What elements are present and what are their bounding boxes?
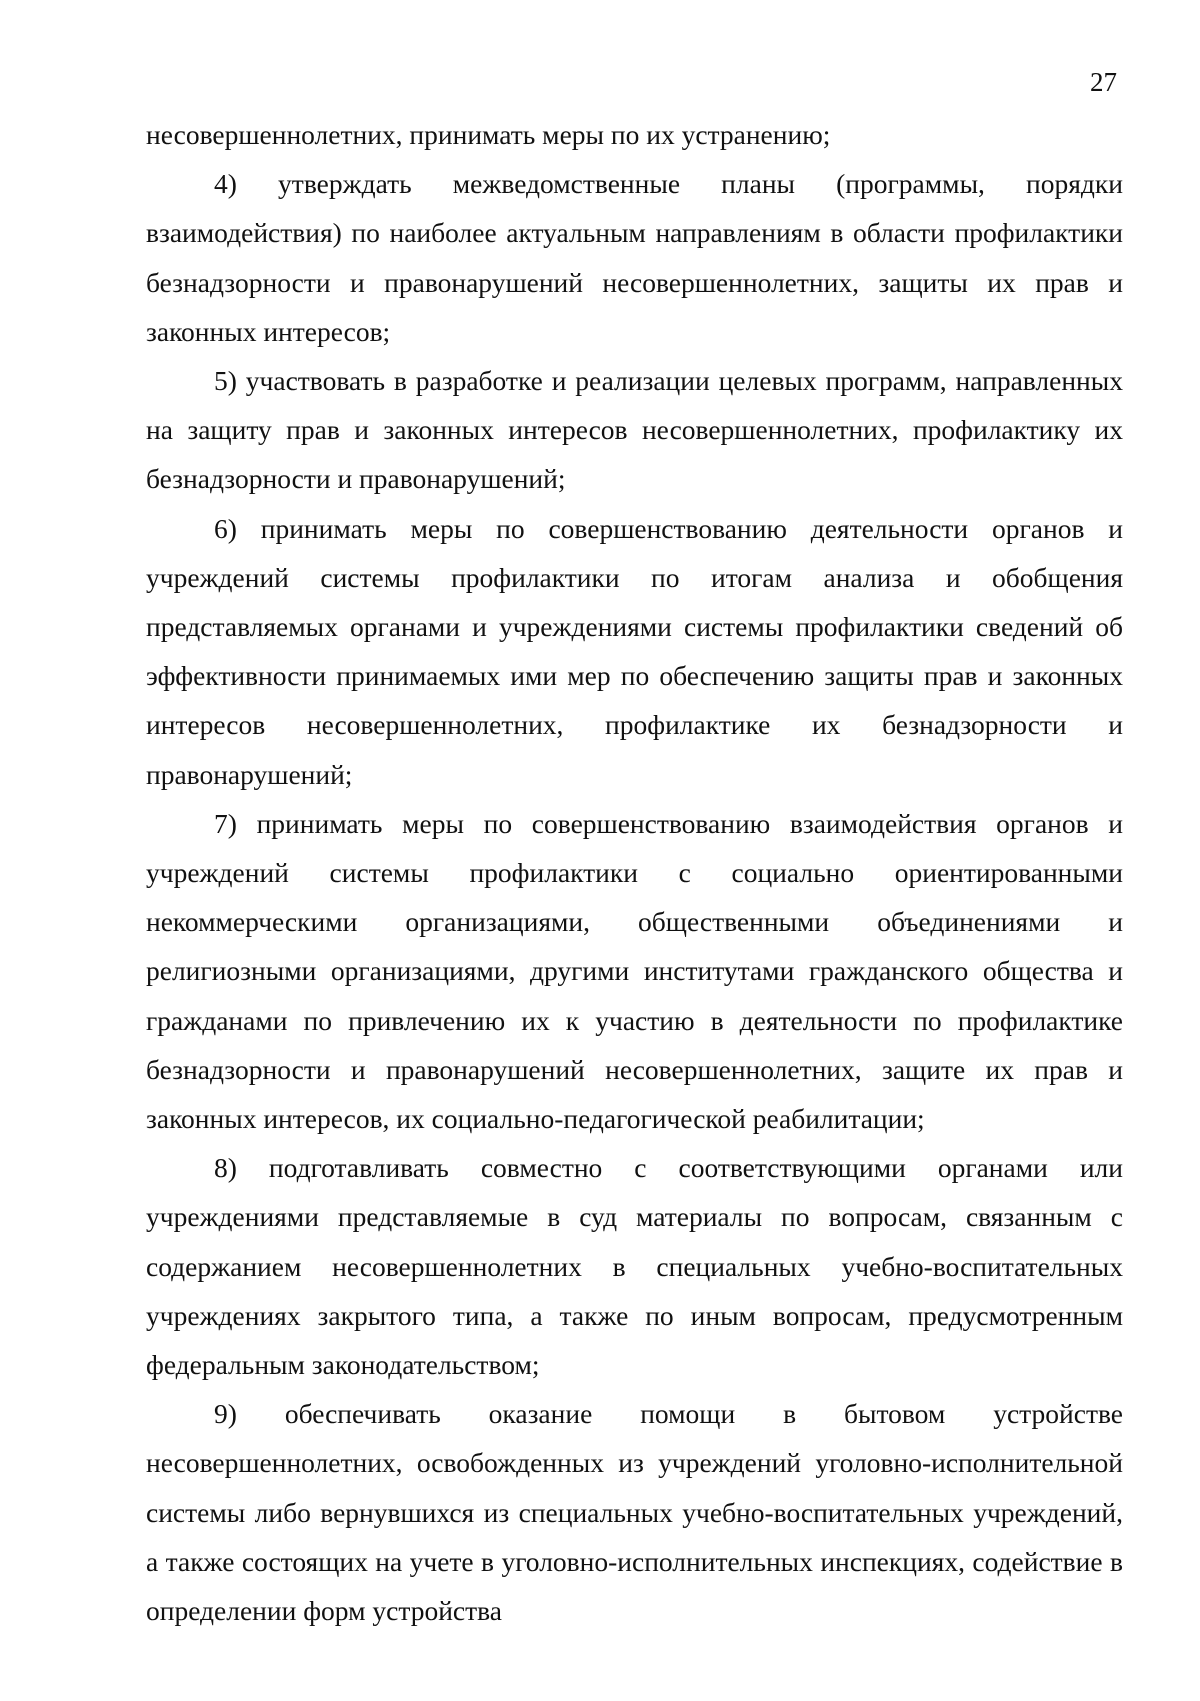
- paragraph-item-7: 7) принимать меры по совершенствованию взаимодействия органов и учреждений системы профилактики с социально ориентированными некоммерческими организациями, общественными объединениями и религиозными организациями, другими институтами гражданского общества и гражданами по привлечению их к участию в деятельности по профилактике безнадзорности и правонарушений несовершеннолетних, защите их прав и законных интересов, их социально-педагогической реабилитации;: [146, 807, 1123, 1135]
- paragraph-item-8: 8) подготавливать совместно с соответствующими органами или учреждениями представляемые в суд материалы по вопросам, связанным с содержанием несовершеннолетних в специальных учебно-воспитательных учреждениях закрытого типа, а также по иным вопросам, предусмотренным федеральным законодательством;: [146, 1152, 1123, 1381]
- page-number: 27: [1090, 67, 1117, 97]
- paragraph-item-6: 6) принимать меры по совершенствованию деятельности органов и учреждений системы профилактики по итогам анализа и обобщения представляемых органами и учреждениями системы профилактики сведений об эффективности принимаемых ими мер по обеспечению защиты прав и законных интересов несовершеннолетних, профилактике их безнадзорности и правонарушений;: [146, 512, 1123, 790]
- paragraph-item-9: 9) обеспечивать оказание помощи в бытовом устройстве несовершеннолетних, освобожденных из учреждений уголовно-исполнительной системы либо вернувшихся из специальных учебно-воспитательных учреждений, а также состоящих на учете в уголовно-исполнительных инспекциях, содействие в определении форм устройства: [146, 1398, 1123, 1627]
- document-body: [146, 110, 1123, 1635]
- paragraph-item-5: 5) участвовать в разработке и реализации целевых программ, направленных на защиту прав и законных интересов несовершеннолетних, профилактику их безнадзорности и правонарушений;: [146, 365, 1123, 495]
- paragraph-item-4: 4) утверждать межведомственные планы (программы, порядки взаимодействия) по наиболее актуальным направлениям в области профилактики безнадзорности и правонарушений несовершеннолетних, защиты их прав и законных интересов;: [146, 168, 1123, 347]
- paragraph-continuation: несовершеннолетних, принимать меры по их устранению;: [146, 119, 831, 150]
